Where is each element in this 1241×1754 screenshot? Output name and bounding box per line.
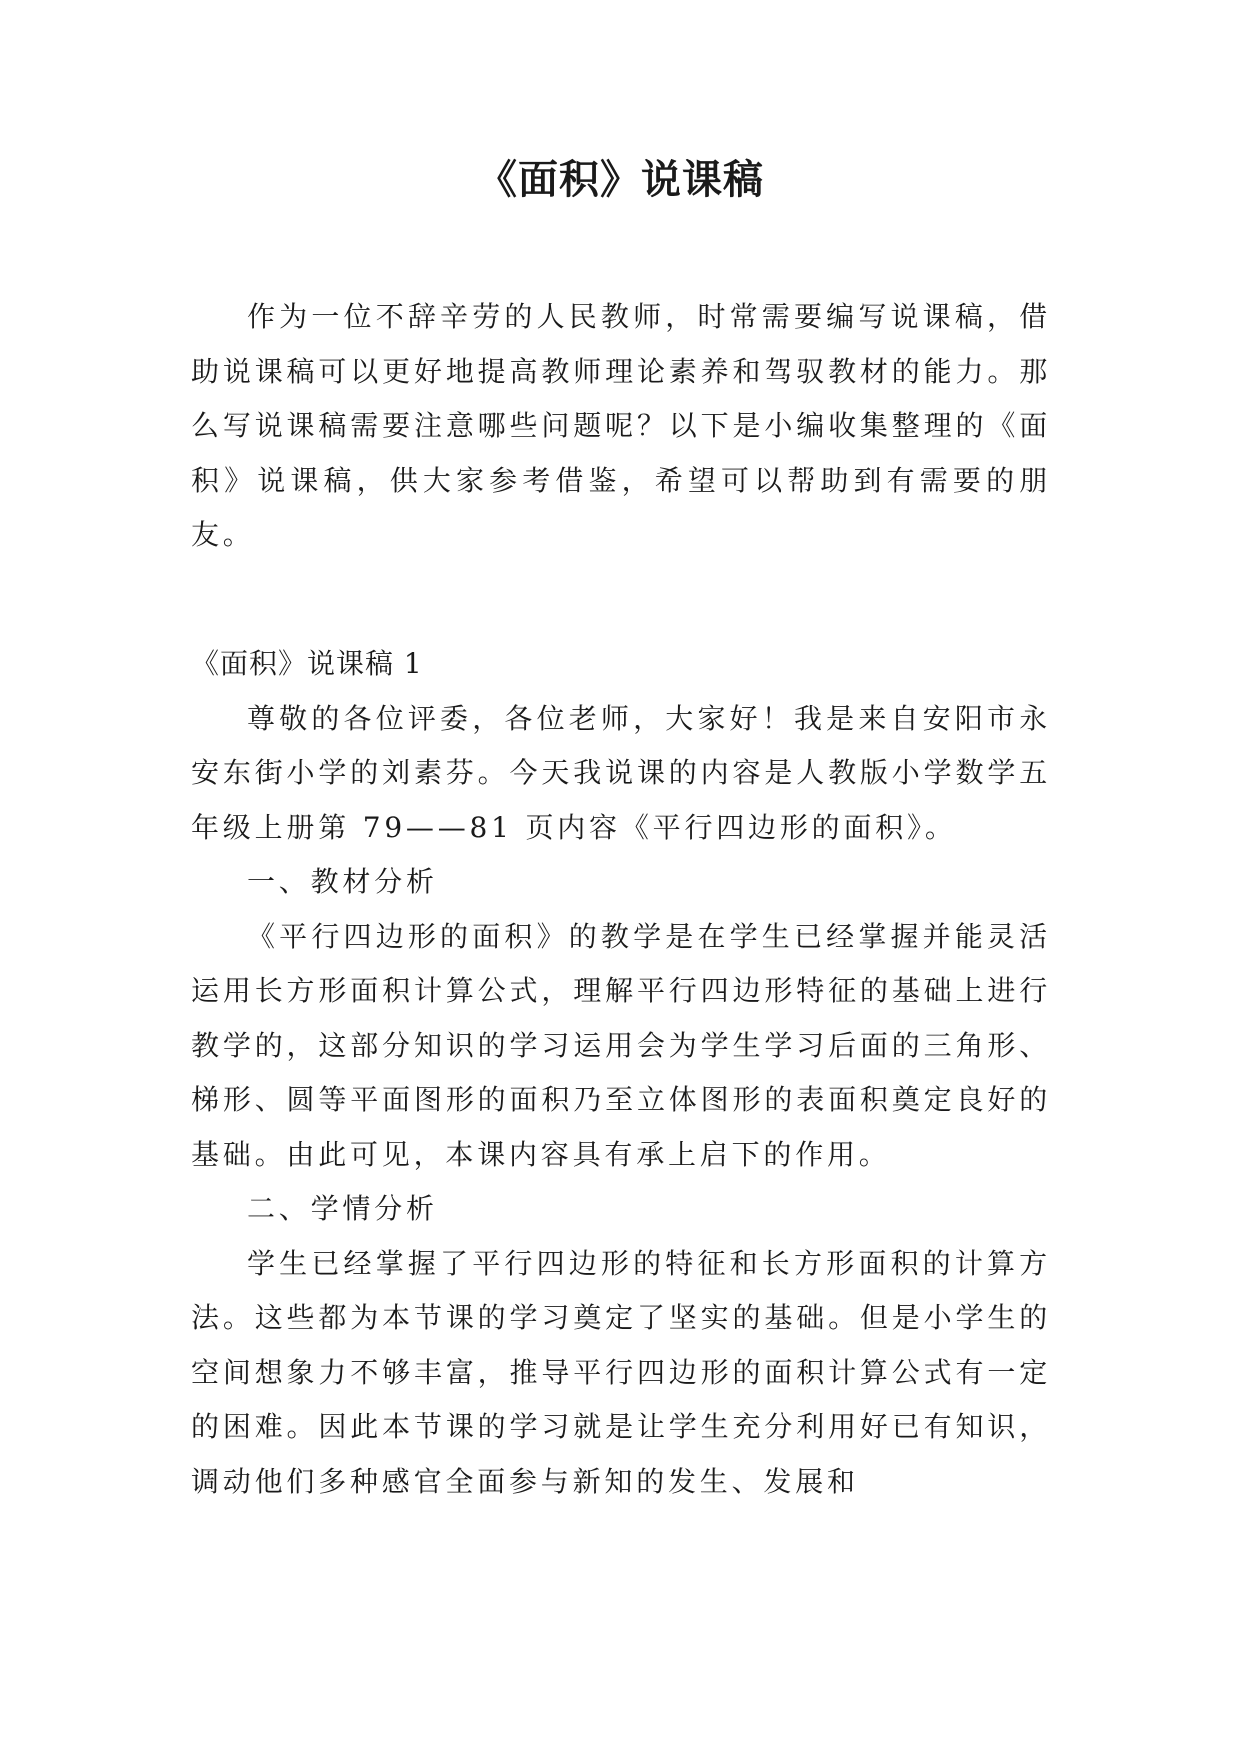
greeting-paragraph: 尊敬的各位评委，各位老师，大家好！我是来自安阳市永安东街小学的刘素芬。今天我说课的内容是人教版小学数学五年级上册第 79——81 页内容《平行四边形的面积》。 [191, 701, 1051, 844]
document-title: 《面积》说课稿 [477, 157, 764, 203]
subheading-learner-analysis: 二、学情分析 [247, 1192, 438, 1225]
textbook-analysis-paragraph: 《平行四边形的面积》的教学是在学生已经掌握并能灵活运用长方形面积计算公式，理解平行四边形特征的基础上进行教学的，这部分知识的学习运用会为学生学习后面的三角形、梯形、圆等平面图形的面积乃至立体图形的表面积奠定良好的基础。由此可见，本课内容具有承上启下的作用。 [191, 919, 1051, 1171]
intro-paragraph: 作为一位不辞辛劳的人民教师，时常需要编写说课稿，借助说课稿可以更好地提高教师理论素养和驾驭教材的能力。那么写说课稿需要注意哪些问题呢？以下是小编收集整理的《面积》说课稿，供大家参考借鉴，希望可以帮助到有需要的朋友。 [191, 300, 1051, 551]
learner-analysis-paragraph: 学生已经掌握了平行四边形的特征和长方形面积的计算方法。这些都为本节课的学习奠定了坚实的基础。但是小学生的空间想象力不够丰富，推导平行四边形的面积计算公式有一定的困难。因此本节课的学习就是让学生充分利用好已有知识，调动他们多种感官全面参与新知的发生、发展和 [191, 1246, 1051, 1498]
subheading-textbook-analysis: 一、教材分析 [247, 865, 438, 898]
main-body [191, 637, 1051, 1509]
section-heading: 《面积》说课稿 1 [191, 647, 423, 680]
intro-block [191, 290, 1051, 563]
